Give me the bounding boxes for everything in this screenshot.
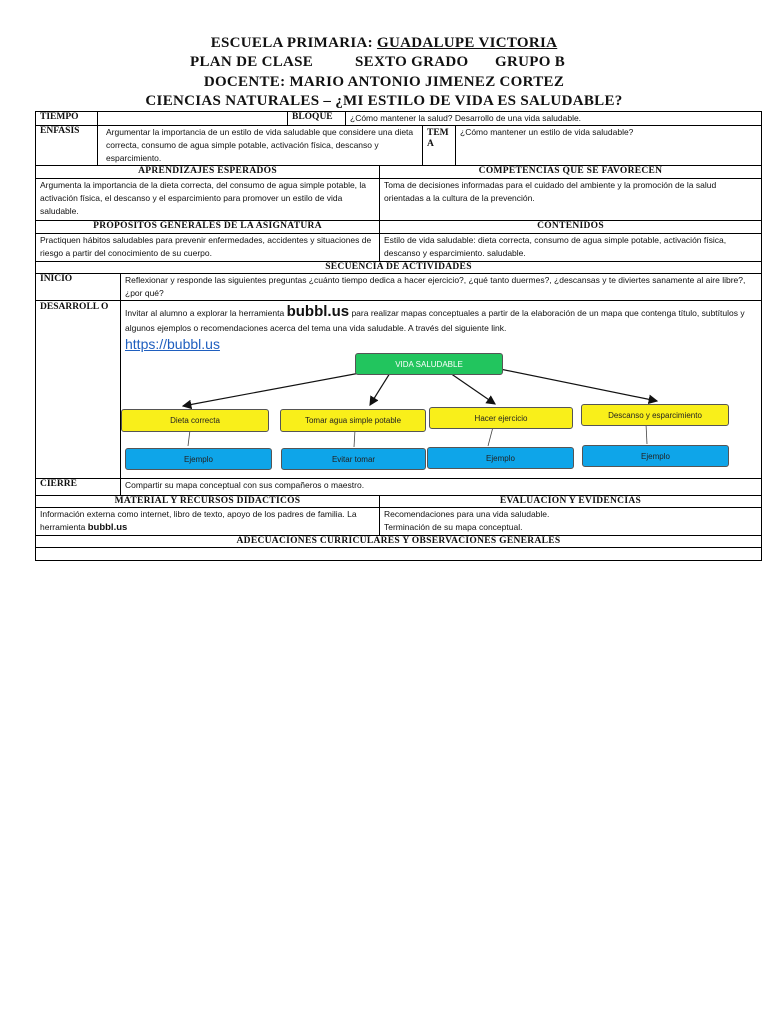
concept-root-vida-saludable: VIDA SALUDABLE: [355, 353, 503, 375]
material-label: MATERIAL Y RECURSOS DIDACTICOS: [36, 496, 380, 508]
desarrollo-cell: [121, 301, 762, 479]
group: GRUPO B: [495, 54, 566, 70]
evaluacion-line-2: Terminación de su mapa conceptual.: [384, 522, 523, 532]
desarrollo-text-before: Invitar al alumno a explorar la herramienta: [125, 308, 287, 318]
concept-leaf-ejemplo-1: Ejemplo: [125, 448, 272, 470]
school-label: ESCUELA PRIMARIA:: [210, 35, 373, 51]
row-material-evaluacion: [35, 495, 762, 536]
concept-map: [125, 353, 757, 478]
teacher: DOCENTE: MARIO ANTONIO JIMENEZ CORTEZ: [203, 74, 565, 90]
concept-branch-dieta: Dieta correcta: [121, 409, 269, 432]
competencias-label: COMPETENCIAS QUE SE FAVORECEN: [380, 166, 762, 179]
line-agua-evitar: [354, 430, 355, 447]
line-descanso-ejemplo: [646, 424, 647, 444]
cierre-text: Compartir su mapa conceptual con sus compañeros o maestro.: [121, 479, 762, 496]
activities-table: [35, 273, 762, 496]
plan-title: PLAN DE CLASE: [190, 54, 314, 70]
arrow-to-descanso: [500, 369, 657, 401]
row-enfasis-tema: [35, 125, 762, 166]
aprendizajes-text: Argumenta la importancia de la dieta correcta, del consumo de agua simple potable, la activación física, el descanso y el esparcimiento para promover un estilo de vida saludable.: [36, 179, 380, 221]
concept-leaf-ejemplo-3: Ejemplo: [582, 445, 729, 467]
concept-branch-ejercicio: Hacer ejercicio: [429, 407, 573, 429]
arrow-to-dieta: [183, 373, 360, 406]
aprendizajes-label: APRENDIZAJES ESPERADOS: [36, 166, 380, 179]
enfasis-label: ENFASIS: [36, 126, 98, 166]
concept-branch-agua: Tomar agua simple potable: [280, 409, 426, 432]
header-school: [0, 35, 768, 52]
line-dieta-ejemplo: [188, 430, 190, 446]
cierre-label: CIERRE: [36, 479, 121, 496]
enfasis-value: Argumentar la importancia de un estilo de vida saludable que considere una dieta correcta, consumo de agua simple potable, activación física, descanso y esparcimiento.: [98, 126, 423, 166]
inicio-label: INICIO: [36, 274, 121, 301]
row-tiempo-bloque: [35, 111, 762, 126]
material-text: Información externa como internet, libro de texto, apoyo de los padres de familia. La herramienta: [40, 509, 357, 532]
evaluacion-cell: [380, 508, 762, 536]
secuencia-label: SECUENCIA DE ACTIVIDADES: [36, 262, 762, 274]
desarrollo-label: DESARROLL O: [36, 301, 121, 479]
desarrollo-text: [125, 304, 757, 336]
propositos-label: PROPOSITOS GENERALES DE LA ASIGNATURA: [36, 221, 380, 234]
desarrollo-text-after: para realizar mapas conceptuales a partir de la elaboración de un mapa que contenga título, subtítulos y algunos ejemplos o recomendaciones acerca del tema una vida saludable. A través del siguiente link.: [125, 308, 745, 333]
contenidos-text: Estilo de vida saludable: dieta correcta, consumo de agua simple potable, activación física, descanso y esparcimiento. saludable.: [380, 234, 762, 262]
inicio-text: Reflexionar y responde las siguientes preguntas ¿cuánto tiempo dedica a hacer ejercicio?, ¿qué tanto duermes?, ¿descansas y te diviertes sanamente al aire libre?, ¿por qué?: [121, 274, 762, 301]
tema-label: TEM A: [423, 126, 456, 166]
adecuaciones-label: ADECUACIONES CURRICULARES Y OBSERVACIONES GENERALES: [36, 536, 762, 548]
bubbl-link[interactable]: https://bubbl.us: [125, 336, 220, 352]
bloque-label: BLOQUE: [288, 112, 346, 126]
evaluacion-label: EVALUACION Y EVIDENCIAS: [380, 496, 762, 508]
contenidos-label: CONTENIDOS: [380, 221, 762, 234]
arrow-to-ejercicio: [450, 373, 495, 404]
material-tool: bubbl.us: [87, 522, 128, 533]
row-adecuaciones: [35, 535, 762, 561]
competencias-text: Toma de decisiones informadas para el cuidado del ambiente y la promoción de la salud orientadas a la cultura de la prevención.: [380, 179, 762, 221]
concept-leaf-ejemplo-2: Ejemplo: [427, 447, 574, 469]
subject-title: CIENCIAS NATURALES – ¿MI ESTILO DE VIDA ES SALUDABLE?: [145, 93, 623, 109]
tema-value: ¿Cómo mantener un estilo de vida saludable?: [456, 126, 762, 166]
bloque-value: ¿Cómo mantener la salud? Desarrollo de una vida saludable.: [346, 112, 762, 126]
evaluacion-line-1: Recomendaciones para una vida saludable.: [384, 509, 550, 519]
adecuaciones-body: [36, 548, 762, 561]
bubbl-tool-name: bubbl.us: [286, 303, 350, 320]
lesson-plan-table: [35, 111, 762, 561]
line-ejercicio-ejemplo: [488, 427, 493, 446]
material-cell: [36, 508, 380, 536]
propositos-text: Practiquen hábitos saludables para prevenir enfermedades, accidentes y situaciones de riesgo a partir del conocimiento de su cuerpo.: [36, 234, 380, 262]
tiempo-label: TIEMPO: [36, 112, 98, 126]
tiempo-value: [98, 112, 288, 126]
grade: SEXTO GRADO: [355, 54, 469, 70]
concept-branch-descanso: Descanso y esparcimiento: [581, 404, 729, 426]
concept-leaf-evitar-tomar: Evitar tomar: [281, 448, 426, 470]
school-name: GUADALUPE VICTORIA: [376, 35, 558, 51]
row-aprendizajes: [35, 165, 762, 262]
arrow-to-agua: [370, 373, 390, 405]
